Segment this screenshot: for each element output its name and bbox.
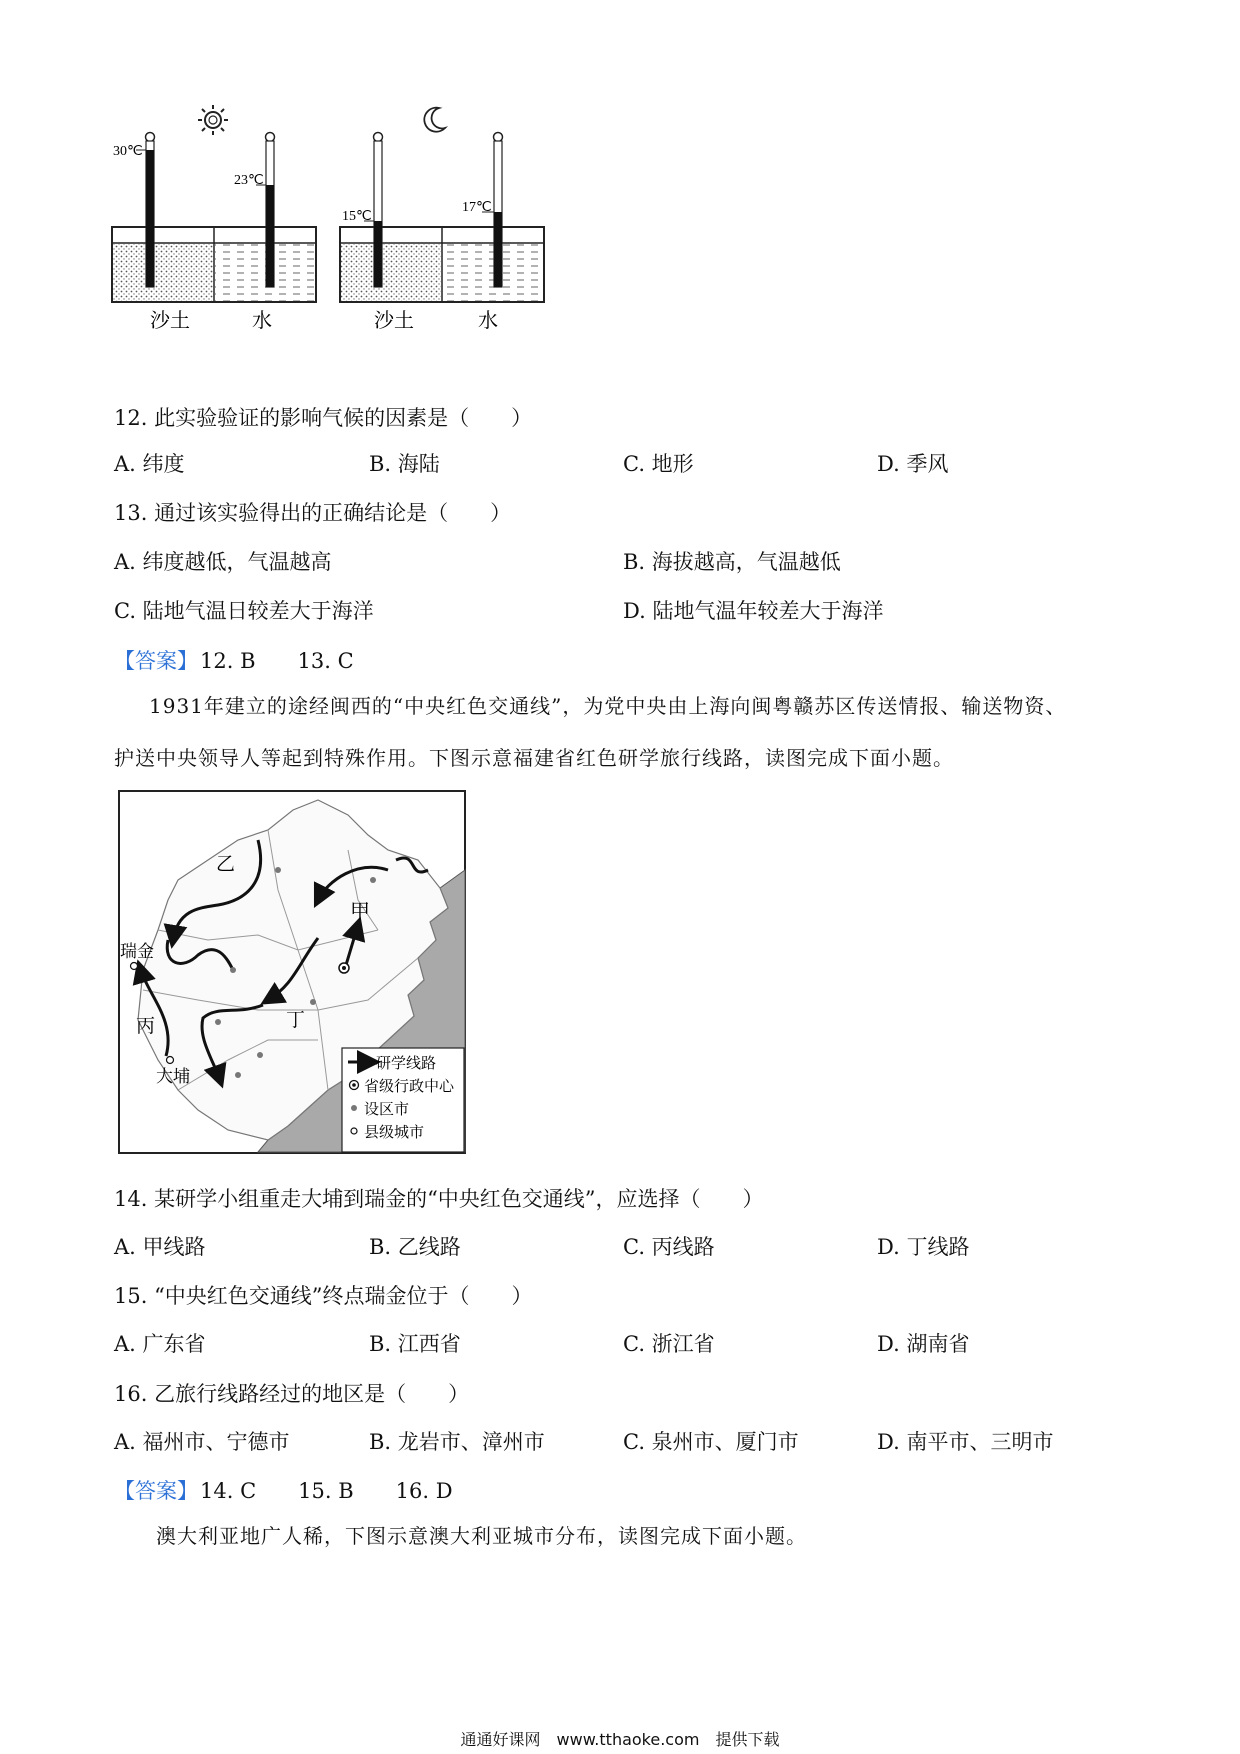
q15-option-d[interactable]: D. 湖南省	[877, 1332, 970, 1356]
passage-1	[114, 680, 1124, 784]
q16-option-b[interactable]: B. 龙岩市、漳州市	[369, 1430, 545, 1454]
answer-values: 12. B 13. C	[200, 649, 354, 673]
temp-night-sand: 15℃	[342, 209, 372, 224]
q16-option-c[interactable]: C. 泉州市、厦门市	[623, 1430, 799, 1454]
q14-option-a[interactable]: A. 甲线路	[114, 1235, 206, 1259]
q15-option-b[interactable]: B. 江西省	[369, 1332, 461, 1356]
label-ding: 丁	[286, 1009, 306, 1031]
question-16: 16. 乙旅行线路经过的地区是（ ）	[114, 1382, 470, 1406]
question-12: 12. 此实验验证的影响气候的因素是（ ）	[114, 406, 533, 430]
q14-option-d[interactable]: D. 丁线路	[877, 1235, 970, 1259]
temp-day-sand: 30℃	[113, 144, 143, 159]
q13-option-d[interactable]: D. 陆地气温年较差大于海洋	[623, 599, 884, 623]
legend-prefecture: 设区市	[364, 1100, 410, 1118]
q12-option-c[interactable]: C. 地形	[623, 452, 694, 476]
question-14: 14. 某研学小组重走大埔到瑞金的“中央红色交通线”，应选择（ ）	[114, 1187, 764, 1211]
experiment-diagram	[110, 95, 550, 370]
label-ruijin: 瑞金	[120, 942, 154, 962]
map-legend	[342, 1048, 464, 1152]
answer-block-2	[114, 1475, 453, 1505]
q14-option-c[interactable]: C. 丙线路	[623, 1235, 715, 1259]
q12-option-d[interactable]: D. 季风	[877, 452, 949, 476]
passage-2-line-1: 澳大利亚地广人稀，下图示意澳大利亚城市分布，读图完成下面小题。	[156, 1524, 807, 1548]
moon-icon	[424, 108, 445, 132]
legend-route: 研学线路	[376, 1054, 437, 1072]
q14-option-b[interactable]: B. 乙线路	[369, 1235, 461, 1259]
answer-tag: 【答案】	[114, 649, 198, 673]
q13-option-c[interactable]: C. 陆地气温日较差大于海洋	[114, 599, 374, 623]
label-jia: 甲	[350, 899, 370, 923]
fujian-map-svg	[118, 790, 466, 1154]
night-container	[340, 227, 544, 302]
legend-provincial: 省级行政中心	[364, 1077, 455, 1095]
day-container	[112, 227, 316, 302]
fujian-map	[118, 790, 466, 1154]
experiment-figure	[110, 95, 550, 370]
temp-night-water: 17℃	[462, 200, 492, 215]
label-dabu: 大埔	[156, 1067, 190, 1087]
answer-block-1	[114, 645, 354, 675]
passage-1-line-2: 护送中央领导人等起到特殊作用。下图示意福建省红色研学旅行线路，读图完成下面小题。	[114, 746, 954, 770]
q12-option-a[interactable]: A. 纬度	[114, 452, 185, 476]
answer-values-2: 14. C 15. B 16. D	[200, 1479, 453, 1503]
answer-tag-2: 【答案】	[114, 1479, 198, 1503]
label-water-night: 水	[478, 308, 498, 332]
sun-icon	[198, 105, 228, 135]
label-sand-night: 沙土	[374, 308, 414, 332]
q13-option-b[interactable]: B. 海拔越高，气温越低	[623, 550, 841, 574]
q16-option-a[interactable]: A. 福州市、宁德市	[114, 1430, 290, 1454]
q13-option-a[interactable]: A. 纬度越低，气温越高	[114, 550, 332, 574]
label-sand-day: 沙土	[150, 308, 190, 332]
q16-option-d[interactable]: D. 南平市、三明市	[877, 1430, 1054, 1454]
question-13: 13. 通过该实验得出的正确结论是（ ）	[114, 501, 512, 525]
q12-option-b[interactable]: B. 海陆	[369, 452, 440, 476]
label-bing: 丙	[136, 1015, 156, 1037]
label-water-day: 水	[252, 308, 272, 332]
page-footer: 通通好课网 www.tthaoke.com 提供下载	[460, 1730, 780, 1749]
legend-county: 县级城市	[364, 1123, 425, 1141]
passage-1-line-1: 1931年建立的途经闽西的“中央红色交通线”，为党中央由上海向闽粤赣苏区传送情报、输送物资、	[149, 694, 1067, 718]
passage-2	[114, 1510, 1124, 1562]
q15-option-a[interactable]: A. 广东省	[114, 1332, 206, 1356]
label-yi: 乙	[216, 853, 236, 875]
temp-day-water: 23℃	[234, 173, 264, 188]
question-15: 15. “中央红色交通线”终点瑞金位于（ ）	[114, 1284, 533, 1308]
q15-option-c[interactable]: C. 浙江省	[623, 1332, 715, 1356]
